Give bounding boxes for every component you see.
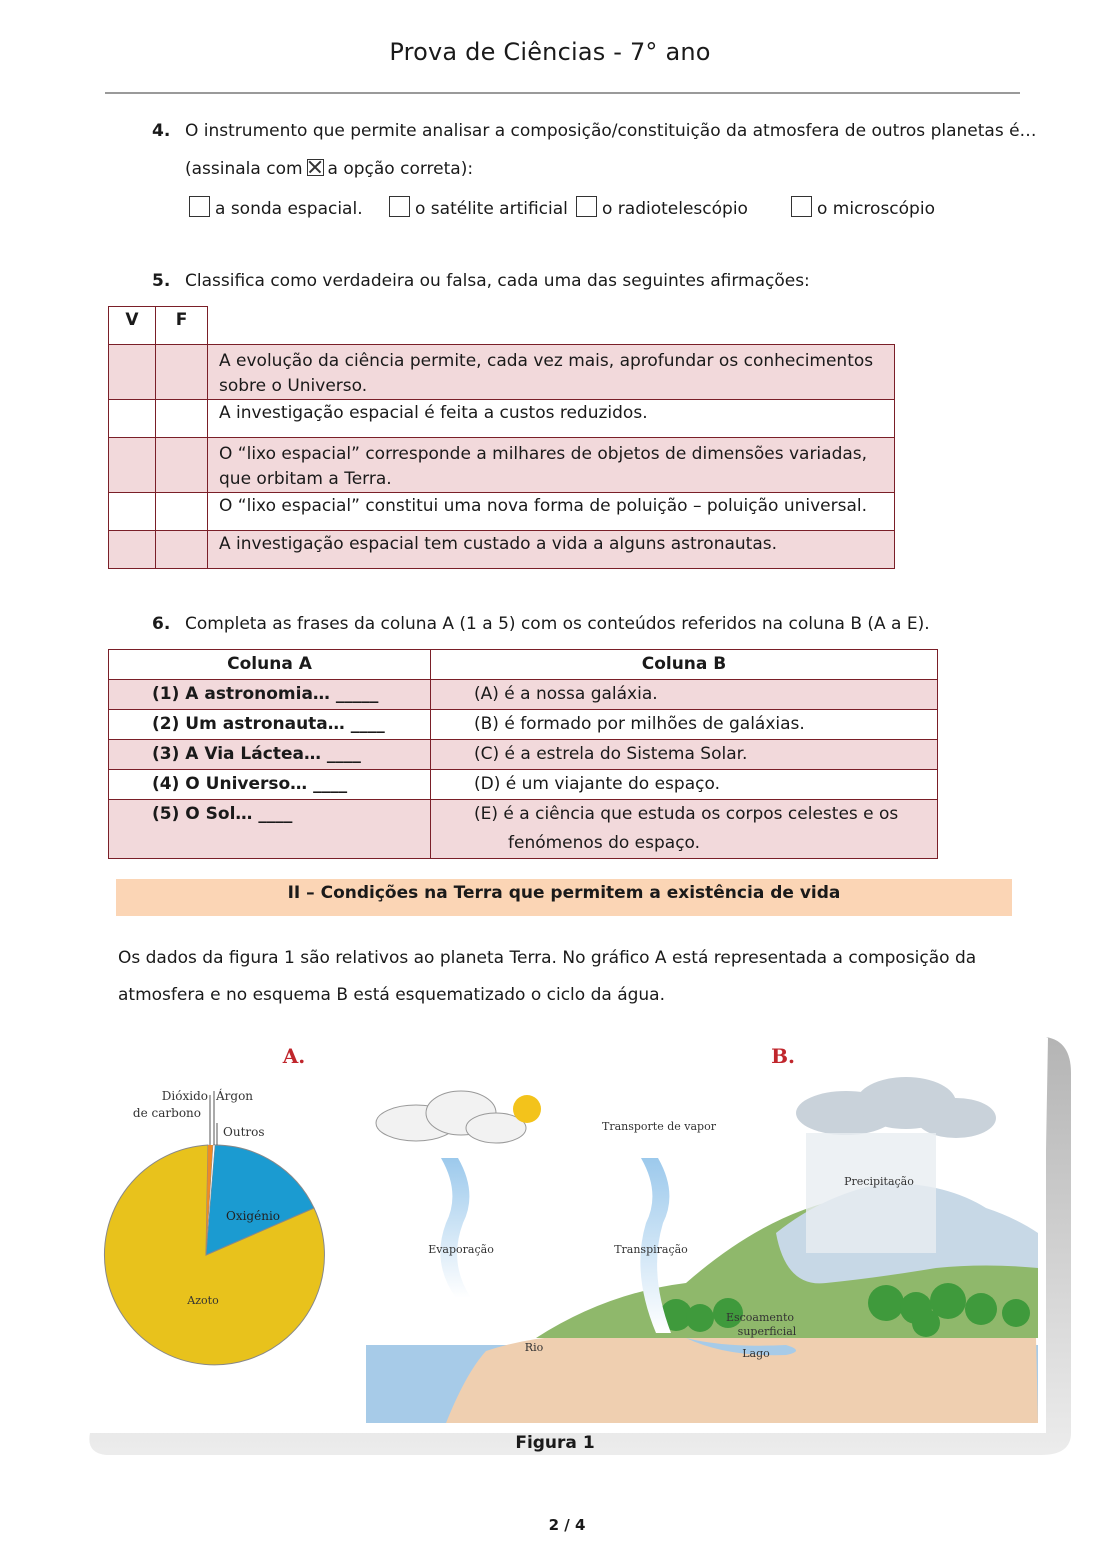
label-others: Outros — [223, 1125, 265, 1139]
label-runoff-2: superficial — [737, 1325, 797, 1338]
q4-instruction — [185, 159, 473, 179]
label-co2-2: de carbono — [132, 1106, 201, 1120]
label-co2: Dióxido — [161, 1089, 208, 1103]
checkbox-icon[interactable] — [389, 196, 410, 217]
q6-number: 6. — [152, 614, 171, 634]
label-nitrogen: Azoto — [187, 1294, 219, 1307]
q5-text: Classifica como verdadeira ou falsa, cada uma das seguintes afirmações: — [185, 271, 810, 291]
column-a-item[interactable]: (3) A Via Láctea… ____ — [109, 740, 431, 770]
header-v: V — [109, 307, 156, 345]
label-argon: Árgon — [216, 1089, 254, 1103]
column-b-item: (A) é a nossa galáxia. — [431, 680, 938, 710]
table-row — [109, 493, 895, 531]
column-b-item: (C) é a estrela do Sistema Solar. — [431, 740, 938, 770]
label-runoff: Escoamento — [725, 1311, 795, 1324]
table-row — [109, 345, 895, 400]
v-cell[interactable] — [109, 400, 156, 438]
precipitation — [806, 1133, 936, 1253]
checkbox-icon[interactable] — [189, 196, 210, 217]
f-cell[interactable] — [156, 400, 208, 438]
q4-instruction-after: a opção correta): — [327, 159, 474, 179]
q6-question — [152, 614, 930, 634]
column-b-item: (D) é um viajante do espaço. — [431, 770, 938, 800]
page-number: 2 / 4 — [548, 1516, 586, 1534]
f-cell[interactable] — [156, 531, 208, 569]
section-banner: II – Condições na Terra que permitem a existência de vida — [116, 879, 1012, 916]
v-cell[interactable] — [109, 493, 156, 531]
table-row — [109, 770, 938, 800]
statement: A investigação espacial é feita a custos reduzidos. — [208, 400, 895, 438]
v-cell[interactable] — [109, 531, 156, 569]
q4-option-2[interactable]: o satélite artificial — [389, 196, 568, 219]
figure-caption: Figura 1 — [515, 1433, 595, 1453]
table-row — [109, 710, 938, 740]
figure-label-a: A. — [282, 1044, 306, 1068]
q5-question — [152, 271, 810, 291]
table-row — [109, 438, 895, 493]
table-row — [109, 740, 938, 770]
q4-instruction-before: (assinala com — [185, 159, 303, 179]
figure-1 — [86, 1033, 1071, 1458]
q4-question — [152, 121, 1037, 141]
table-row — [109, 800, 938, 859]
header-f: F — [156, 307, 208, 345]
f-cell[interactable] — [156, 493, 208, 531]
figure-label-b: B. — [771, 1044, 795, 1068]
checked-box-icon — [307, 159, 324, 176]
table-row — [109, 680, 938, 710]
intro-line-1: Os dados da figura 1 são relativos ao planeta Terra. No gráfico A está representada a composição da — [118, 948, 977, 968]
label-precipitation: Precipitação — [844, 1175, 914, 1188]
q4-option-4[interactable]: o microscópio — [791, 196, 935, 219]
f-cell[interactable] — [156, 438, 208, 493]
statement: A evolução da ciência permite, cada vez mais, aprofundar os conhecimentos sobre o Universo. — [208, 345, 895, 400]
q4-option-1[interactable]: a sonda espacial. — [189, 196, 363, 219]
checkbox-icon[interactable] — [791, 196, 812, 217]
v-cell[interactable] — [109, 438, 156, 493]
checkbox-icon[interactable] — [576, 196, 597, 217]
q4-option-3[interactable]: o radiotelescópio — [576, 196, 748, 219]
column-a-item[interactable]: (5) O Sol… ____ — [109, 800, 431, 859]
table-row — [109, 400, 895, 438]
true-false-table — [108, 306, 895, 569]
sun-icon — [513, 1095, 541, 1123]
water-cycle-diagram — [366, 1073, 1038, 1423]
label-oxygen: Oxigénio — [225, 1209, 281, 1223]
intro-line-2: atmosfera e no esquema B está esquematizado o ciclo da água. — [118, 985, 665, 1005]
table-row — [109, 531, 895, 569]
statement: O “lixo espacial” constitui uma nova forma de poluição – poluição universal. — [208, 493, 895, 531]
column-a-item[interactable]: (1) A astronomia… _____ — [109, 680, 431, 710]
q4-text: O instrumento que permite analisar a composição/constituição da atmosfera de outros planetas é… — [185, 121, 1037, 141]
title-divider — [105, 92, 1020, 94]
q5-number: 5. — [152, 271, 171, 291]
column-a-header: Coluna A — [109, 650, 431, 680]
q6-text: Completa as frases da coluna A (1 a 5) com os conteúdos referidos na coluna B (A a E). — [185, 614, 930, 634]
label-vapor: Transporte de vapor — [602, 1120, 716, 1133]
statement: A investigação espacial tem custado a vida a alguns astronautas. — [208, 531, 895, 569]
label-lake: Lago — [742, 1347, 770, 1360]
q4-number: 4. — [152, 121, 171, 141]
label-transpiration: Transpiração — [614, 1243, 688, 1256]
column-b-header: Coluna B — [431, 650, 938, 680]
f-cell[interactable] — [156, 345, 208, 400]
page-title: Prova de Ciências - 7° ano — [389, 38, 711, 66]
column-b-item: (B) é formado por milhões de galáxias. — [431, 710, 938, 740]
matching-table — [108, 649, 938, 859]
column-b-item: (E) é a ciência que estuda os corpos celestes e os fenómenos do espaço. — [431, 800, 938, 859]
v-cell[interactable] — [109, 345, 156, 400]
label-evaporation: Evaporação — [428, 1243, 494, 1256]
column-a-item[interactable]: (4) O Universo… ____ — [109, 770, 431, 800]
statement: O “lixo espacial” corresponde a milhares de objetos de dimensões variadas, que orbitam a Terra. — [208, 438, 895, 493]
label-river: Rio — [524, 1341, 544, 1354]
column-a-item[interactable]: (2) Um astronauta… ____ — [109, 710, 431, 740]
